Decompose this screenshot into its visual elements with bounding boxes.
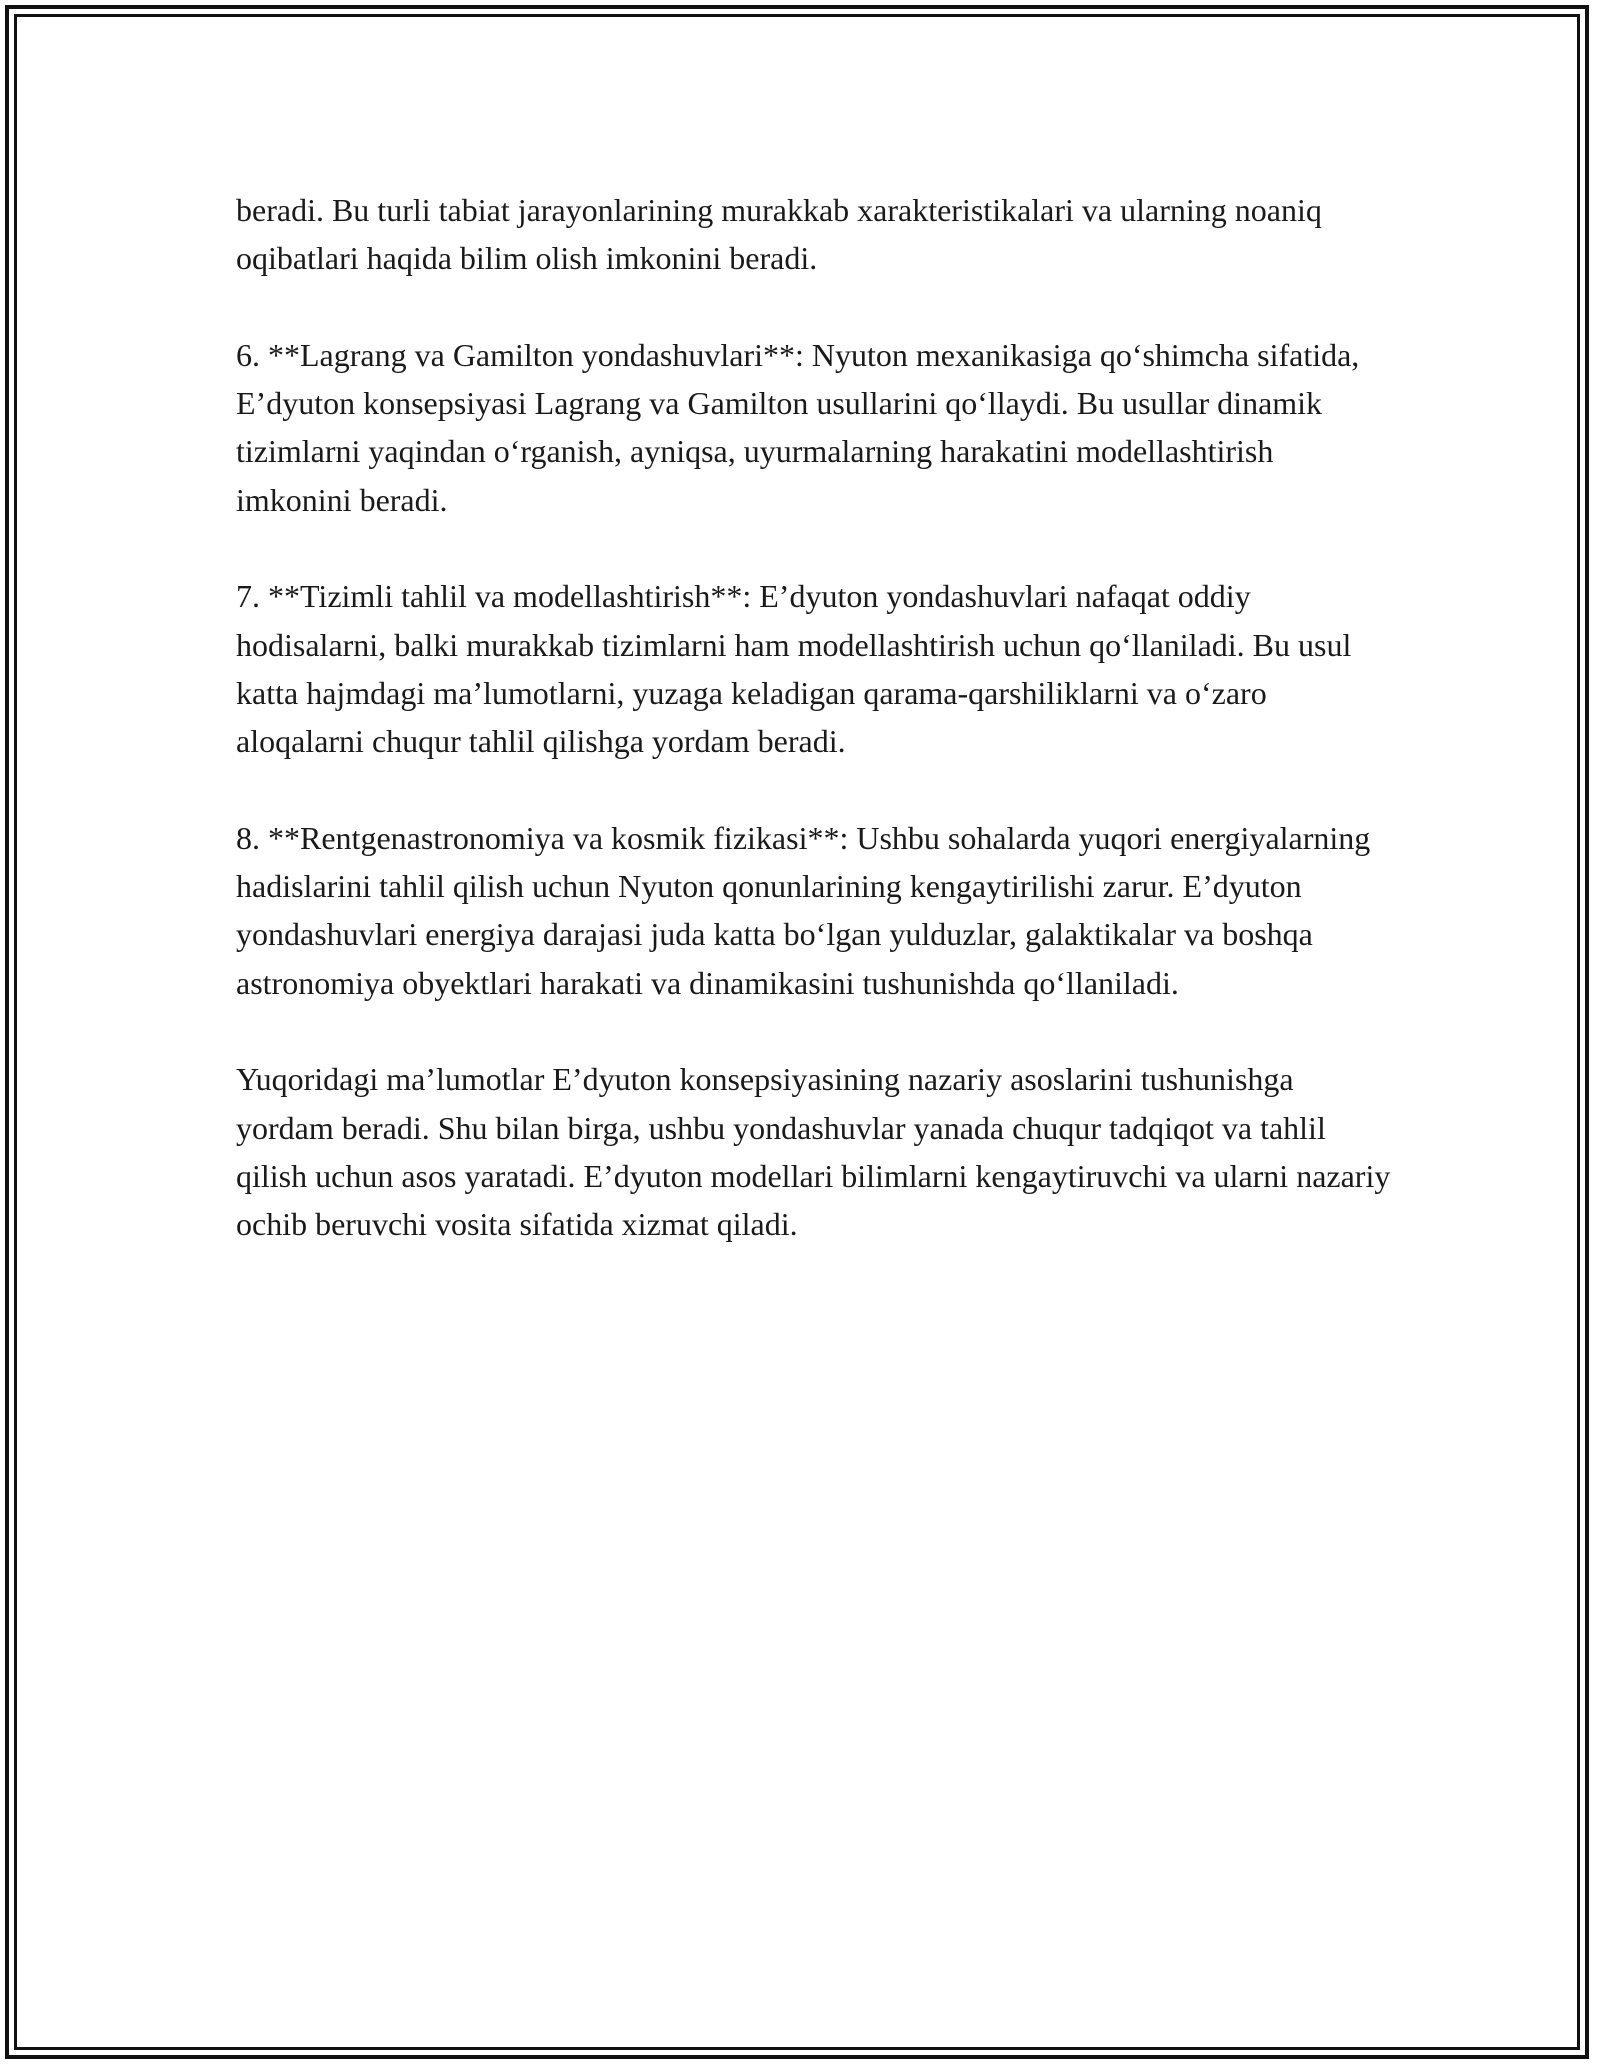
paragraph-conclusion: Yuqoridagi ma’lumotlar E’dyuton konsepsiyasining nazariy asoslarini tushunishga yordam beradi. Shu bilan birga, ushbu yondashuvlar yanada chuqur tadqiqot va tahlil qilish uchun asos yaratadi. E’dyuton modellari bilimlarni kengaytiruvchi va ularni nazariy ochib beruvchi vosita sifatida xizmat qiladi. — [236, 1061, 1391, 1243]
document-body — [236, 186, 1396, 1249]
paragraph-item-7: 7. **Tizimli tahlil va modellashtirish**: E’dyuton yondashuvlari nafaqat oddiy hodisalarni, balki murakkab tizimlarni ham modellashtirish uchun qo‘llaniladi. Bu usul katta hajmdagi ma’lumotlarni, yuzaga keladigan qarama-qarshiliklarni va o‘zaro aloqalarni chuqur tahlil qilishga yordam beradi. — [236, 578, 1352, 760]
paragraph-continuation: beradi. Bu turli tabiat jarayonlarining murakkab xarakteristikalari va ularning noaniq oqibatlari haqida bilim olish imkonini beradi. — [236, 192, 1322, 277]
paragraph-item-8: 8. **Rentgenastronomiya va kosmik fizikasi**: Ushbu sohalarda yuqori energiyalarning hadislarini tahlil qilish uchun Nyuton qonunlarining kengaytirilishi zarur. E’dyuton yondashuvlari energiya darajasi juda katta bo‘lgan yulduzlar, galaktikalar va boshqa astronomiya obyektlari harakati va dinamikasini tushunishda qo‘llaniladi. — [236, 819, 1371, 1001]
paragraph-item-6: 6. **Lagrang va Gamilton yondashuvlari**: Nyuton mexanikasiga qo‘shimcha sifatida, E’dyuton konsepsiyasi Lagrang va Gamilton usullarini qo‘llaydi. Bu usullar dinamik tizimlarni yaqindan o‘rganish, ayniqsa, uyurmalarning harakatini modellashtirish imkonini beradi. — [236, 336, 1360, 518]
